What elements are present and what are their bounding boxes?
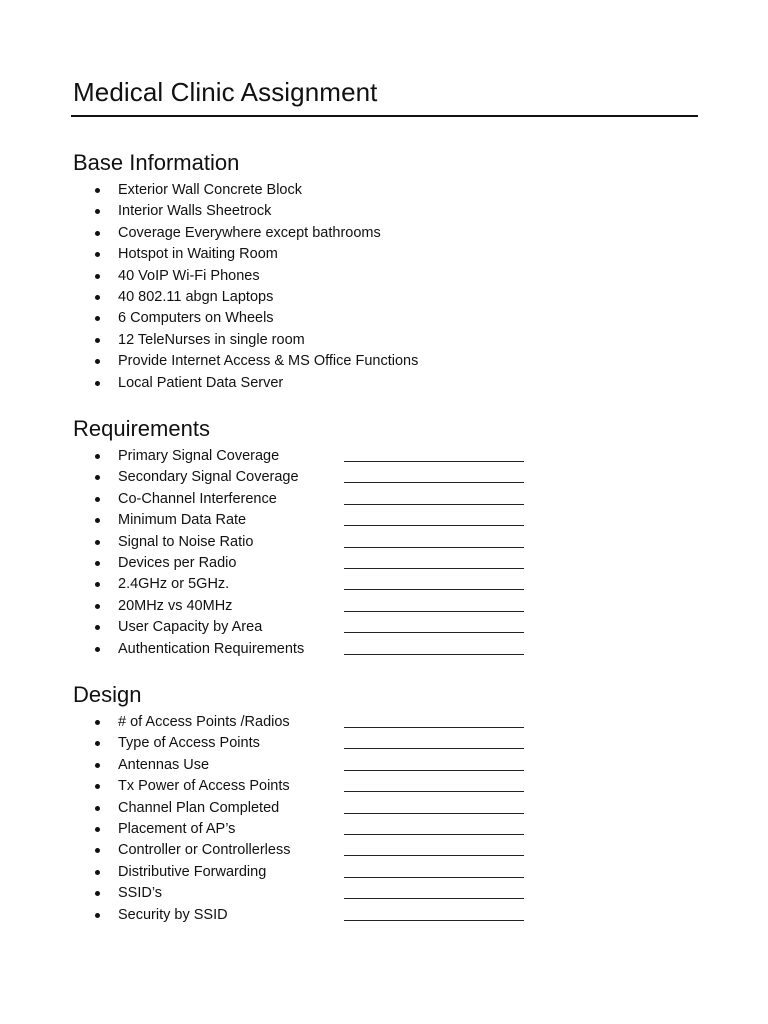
list-item [0,532,768,553]
list-item-label: 20MHz vs 40MHz [118,597,233,614]
bullet-icon [95,188,100,193]
list-item-label: Co-Channel Interference [118,490,277,507]
list-item [0,308,768,329]
answer-blank-line [344,748,524,749]
list-item-label: Signal to Noise Ratio [118,533,254,550]
bullet-icon [95,720,100,725]
list-item-label: 2.4GHz or 5GHz. [118,576,230,593]
bullet-icon [95,625,100,630]
list-item-label: Type of Access Points [118,735,260,752]
bullet-icon [95,454,100,459]
list-item [0,489,768,510]
list-item [0,180,768,201]
list-item-label: Antennas Use [118,756,210,773]
bullet-icon [95,827,100,832]
bullet-icon [95,475,100,480]
list-item-label: Security by SSID [118,906,228,923]
list-item [0,467,768,488]
list-item-label: Exterior Wall Concrete Block [118,182,302,198]
bullet-icon [95,359,100,364]
answer-blank-line [344,920,524,921]
list-item [0,510,768,531]
section-heading: Base Information [73,150,240,175]
list-item-label: Primary Signal Coverage [118,448,280,464]
list-item [0,244,768,265]
list-item-label: Devices per Radio [118,554,237,571]
list-item-label: SSID’s [118,885,163,902]
answer-blank-line [344,504,524,505]
list-item-label: Provide Internet Access & MS Office Functions [118,353,419,370]
list-item [0,755,768,776]
bullet-icon [95,295,100,300]
answer-blank-line [344,589,524,590]
list-item [0,639,768,660]
list-item-label: Distributive Forwarding [118,863,267,880]
bullet-icon [95,561,100,566]
list-item-label: Channel Plan Completed [118,799,280,816]
list-item-label: Coverage Everywhere except bathrooms [118,224,381,241]
list-item-label: 40 802.11 abgn Laptops [118,288,274,305]
list-item [0,905,768,926]
list-item-label: 6 Computers on Wheels [118,310,274,327]
section-list [0,712,768,926]
bullet-icon [95,741,100,746]
bullet-icon [95,316,100,321]
list-item [0,798,768,819]
answer-blank-line [344,611,524,612]
section-list [0,180,768,394]
list-item-label: Secondary Signal Coverage [118,469,299,486]
answer-blank-line [344,898,524,899]
page-title: Medical Clinic Assignment [73,77,378,107]
answer-blank-line [344,568,524,569]
list-item [0,373,768,394]
bullet-icon [95,604,100,609]
list-item-label: Controller or Controllerless [118,842,291,859]
bullet-icon [95,763,100,768]
list-item [0,596,768,617]
answer-blank-line [344,855,524,856]
list-item-label: Placement of AP’s [118,820,236,837]
bullet-icon [95,582,100,587]
list-item [0,330,768,351]
list-item-label: Interior Walls Sheetrock [118,203,272,220]
answer-blank-line [344,834,524,835]
bullet-icon [95,518,100,523]
answer-blank-line [344,877,524,878]
answer-blank-line [344,654,524,655]
list-item [0,287,768,308]
answer-blank-line [344,482,524,483]
bullet-icon [95,338,100,343]
list-item [0,712,768,733]
answer-blank-line [344,791,524,792]
list-item-label: # of Access Points /Radios [118,714,290,730]
section-list [0,446,768,660]
answer-blank-line [344,813,524,814]
list-item [0,446,768,467]
answer-blank-line [344,727,524,728]
list-item [0,553,768,574]
list-item [0,819,768,840]
bullet-icon [95,647,100,652]
list-item-label: 12 TeleNurses in single room [118,331,305,348]
answer-blank-line [344,632,524,633]
list-item [0,617,768,638]
list-item-label: User Capacity by Area [118,619,263,636]
list-item [0,574,768,595]
answer-blank-line [344,547,524,548]
list-item-label: Minimum Data Rate [118,512,247,529]
list-item [0,840,768,861]
bullet-icon [95,870,100,875]
bullet-icon [95,913,100,918]
bullet-icon [95,231,100,236]
list-item-label: Hotspot in Waiting Room [118,246,278,263]
list-item [0,733,768,754]
bullet-icon [95,806,100,811]
section-heading: Requirements [73,416,210,441]
bullet-icon [95,274,100,279]
answer-blank-line [344,461,524,462]
bullet-icon [95,252,100,257]
bullet-icon [95,381,100,386]
answer-blank-line [344,525,524,526]
title-divider [71,115,698,117]
list-item [0,223,768,244]
list-item [0,776,768,797]
bullet-icon [95,848,100,853]
list-item-label: Authentication Requirements [118,640,305,657]
list-item [0,201,768,222]
section-heading: Design [73,682,142,707]
list-item-label: Tx Power of Access Points [118,778,290,795]
list-item [0,883,768,904]
list-item [0,862,768,883]
list-item-label: Local Patient Data Server [118,374,284,391]
bullet-icon [95,540,100,545]
answer-blank-line [344,770,524,771]
bullet-icon [95,209,100,214]
bullet-icon [95,497,100,502]
bullet-icon [95,784,100,789]
list-item [0,351,768,372]
bullet-icon [95,891,100,896]
list-item [0,266,768,287]
list-item-label: 40 VoIP Wi-Fi Phones [118,267,260,284]
